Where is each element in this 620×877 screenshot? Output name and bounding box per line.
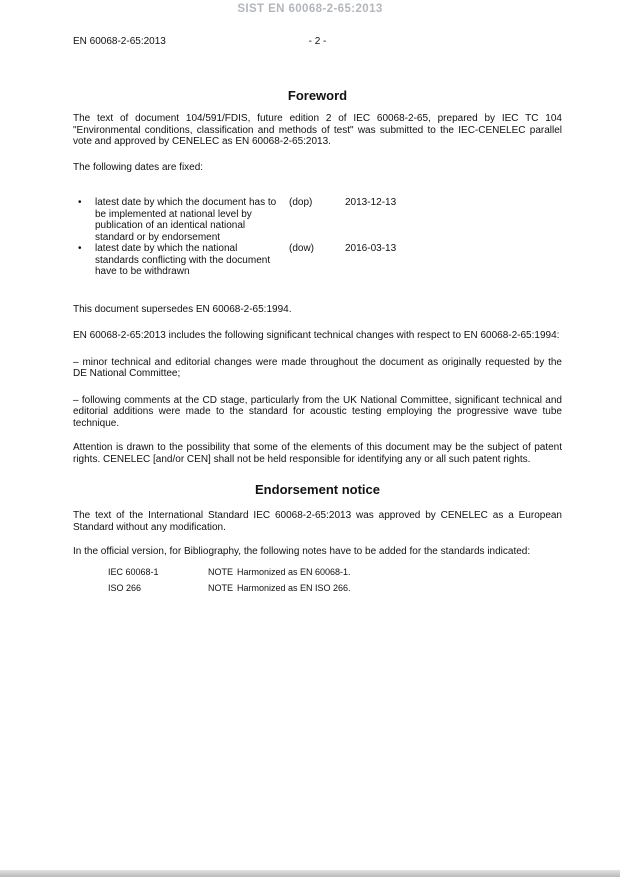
date-item-label: (dop) — [289, 197, 313, 208]
note-text: Harmonized as EN 60068-1. — [237, 566, 351, 577]
date-item-dop — [73, 197, 562, 243]
endorsement-title: Endorsement notice — [255, 482, 380, 497]
note-label: NOTE — [208, 582, 234, 593]
endorsement-paragraph: The text of the International Standard IEC 60068-2-65:2013 was approved by CENELEC as a European Standard without any modification. — [73, 510, 562, 533]
fixed-dates-list — [73, 197, 562, 278]
patent-notice: Attention is drawn to the possibility that some of the elements of this document may be the subject of patent rights. CENELEC [and/or CEN] shall not be held responsible for identifying any or all such patent rights. — [73, 442, 562, 465]
page-edge-shadow — [0, 870, 620, 877]
foreword-paragraph: The text of document 104/591/FDIS, future edition 2 of IEC 60068-2-65, prepared by IEC TC 104 "Environmental conditions, classification and methods of test" was submitted to the IEC-CENELEC parallel vote and approved by CENELEC as EN 60068-2-65:2013. — [73, 113, 562, 147]
date-item-label: (dow) — [289, 243, 315, 254]
watermark-header: SIST EN 60068-2-65:2013 — [237, 3, 383, 15]
page-number: - 2 - — [308, 36, 327, 47]
change-item-1: – minor technical and editorial changes were made throughout the document as originally requested by the DE National Committee; — [73, 356, 562, 379]
bullet-icon: • — [78, 197, 82, 208]
bibliography-intro: In the official version, for Bibliography, the following notes have to be added for the standards indicated: — [73, 546, 531, 557]
note-standard: ISO 266 — [108, 582, 142, 593]
document-reference: EN 60068-2-65:2013 — [73, 36, 166, 47]
dates-intro: The following dates are fixed: — [73, 161, 204, 173]
page-header — [73, 36, 562, 48]
supersedes-note: This document supersedes EN 60068-2-65:1994. — [73, 303, 292, 315]
date-item-text: latest date by which the document has to be implemented at national level by publication of an identical national standard or by endorsement — [95, 197, 277, 243]
note-row — [73, 567, 562, 578]
bibliography-notes — [73, 567, 562, 594]
change-item-2: – following comments at the CD stage, particularly from the UK National Committee, significant technical and editorial additions were made to the standard for acoustic testing employing the progressive wave tube technique. — [73, 394, 562, 429]
changes-intro: EN 60068-2-65:2013 includes the following significant technical changes with respect to EN 60068-2-65:1994: — [73, 330, 560, 341]
date-item-text: latest date by which the national standards conflicting with the document have to be withdrawn — [95, 243, 271, 277]
date-item-value: 2013-12-13 — [345, 197, 397, 208]
note-text: Harmonized as EN ISO 266. — [237, 582, 351, 593]
note-label: NOTE — [208, 566, 234, 577]
date-item-value: 2016-03-13 — [345, 243, 397, 254]
date-item-dow — [73, 243, 562, 278]
page-content — [73, 0, 562, 599]
note-standard: IEC 60068-1 — [108, 566, 159, 577]
foreword-title: Foreword — [287, 88, 348, 103]
bullet-icon: • — [78, 243, 82, 254]
note-row — [73, 583, 562, 594]
